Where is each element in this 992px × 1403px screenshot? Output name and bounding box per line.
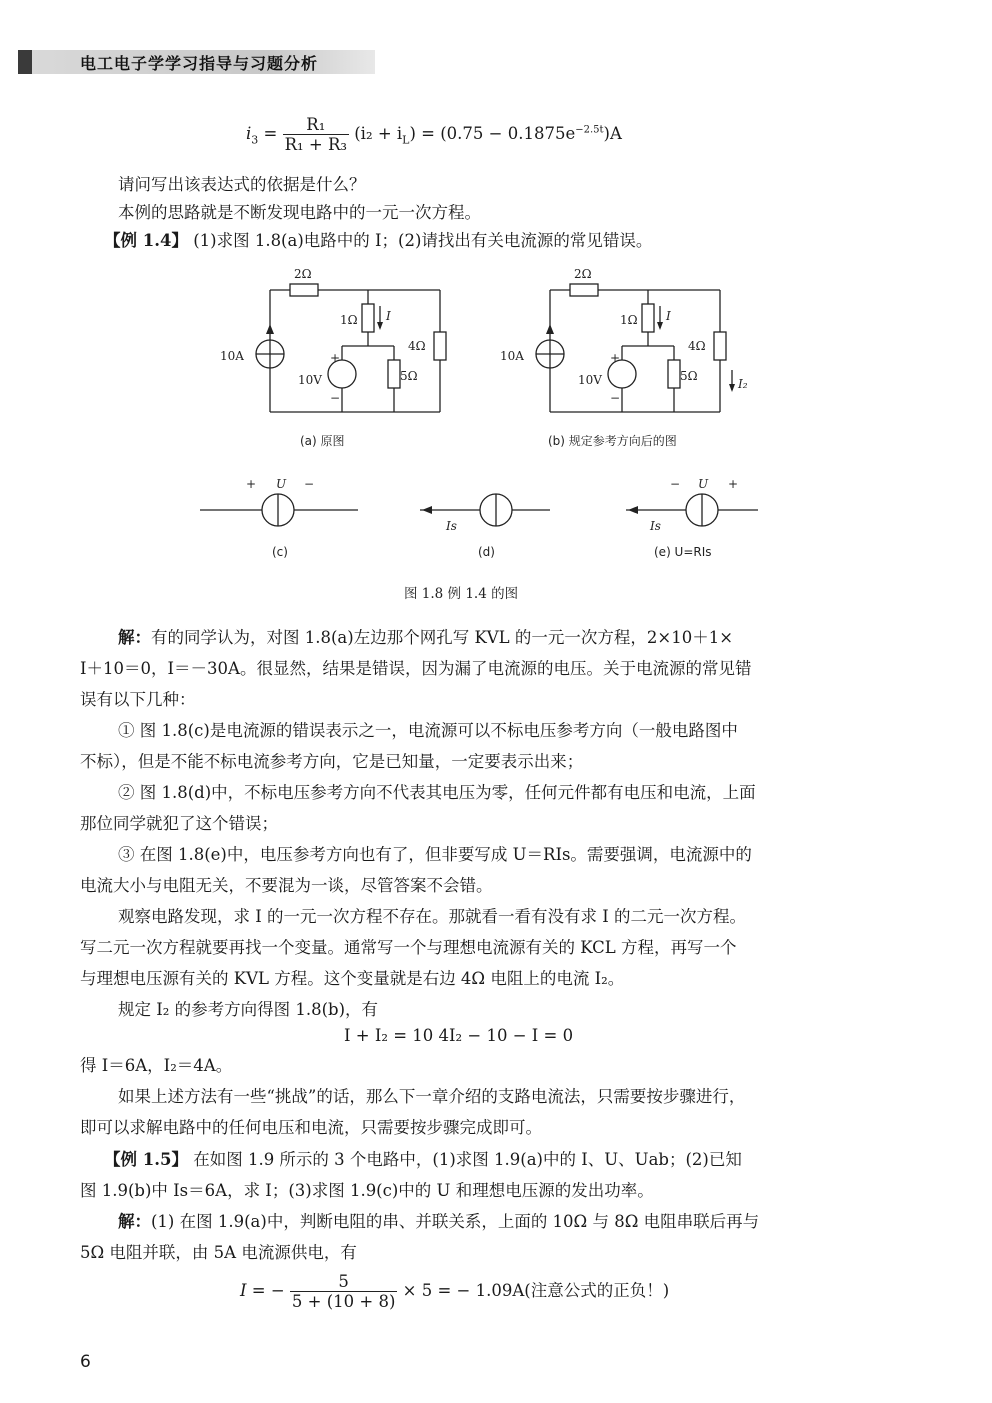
text-line: 那位同学就犯了这个错误； [80,814,278,833]
text-line: 规定 I₂ 的参考方向得图 1.8(b)，有 [118,1000,379,1019]
example-1-4-line [104,231,936,251]
caption-e: (e) U=RIs [654,545,712,559]
label-10v: 10V [578,373,602,387]
source-d [420,494,550,526]
label-2ohm: 2Ω [294,267,312,281]
label-1ohm: 1Ω [340,313,358,327]
text-line: ① 图 1.8(c)是电流源的错误表示之一，电流源可以不标电压参考方向（一般电路图中 [118,721,738,740]
label-is: Is [650,519,661,533]
equation-kcl-kvl: I + I₂ = 10 4I₂ − 10 − I = 0 [344,1026,574,1045]
header-title: 电工电子学学习指导与习题分析 [80,54,319,73]
example-label: 【例 1.4】 [104,231,188,250]
label-u: U [276,477,287,491]
label-plus: + [610,351,621,365]
text-span: (1) 在图 1.9(a)中，判断电阻的串、并联关系，上面的 10Ω 与 8Ω 电阻串联后再与 [151,1212,760,1231]
caption-b: (b) 规定参考方向后的图 [548,434,677,448]
caption-a: (a) 原图 [300,434,345,448]
label-4ohm: 4Ω [408,339,426,353]
text-line: 不标），但是不能不标电流参考方向，它是已知量，一定要表示出来； [80,752,584,771]
label-4ohm: 4Ω [688,339,706,353]
text-line: ③ 在图 1.8(e)中，电压参考方向也有了，但非要写成 U＝RIs。需要强调，电流源中的 [118,845,752,864]
text-line: 图 1.9(b)中 Is＝6A，求 I；(3)求图 1.9(c)中的 U 和理想电压源的发出功率。 [80,1181,654,1200]
caption-d: (d) [478,545,495,559]
label-10a: 10A [500,349,524,363]
text-line: ② 图 1.8(d)中，不标电压参考方向不代表其电压为零，任何元件都有电压和电流，上面 [118,783,756,802]
source-e [626,494,758,526]
text-line: 观察电路发现，求 I 的一元一次方程不存在。那就看一看有没有求 I 的二元一次方程。 [118,907,747,926]
label-i: I [386,309,391,323]
example-1-5-line [104,1150,936,1170]
label-5ohm: 5Ω [680,369,698,383]
label-plus: + [330,351,341,365]
equation-top: $i_3$ = $\frac{\text{R₁}}{\text{R₁ + R₃}}$ $(i_2 + i_L) = (0.75 - 0.1875e^{-2.5t})A$ [246,115,622,154]
caption-c: (c) [272,545,288,559]
label-i: I [666,309,671,323]
label-minus: − [304,477,315,491]
text-line: 电流大小与电阻无关，不要混为一谈，尽管答案不会错。 [80,876,493,895]
text-line: 本例的思路就是不断发现电路中的一元一次方程。 [118,203,481,222]
label-i2: I₂ [738,377,748,391]
equation-bottom: I = − $\frac{5}{5 + (10 + 8)}$ × 5 = − 1.09A(注意公式的正负！) [240,1272,670,1311]
label-plus: + [728,477,739,491]
label-minus: − [670,477,681,491]
label-plus: + [246,477,257,491]
figure-caption: 图 1.8 例 1.4 的图 [404,586,519,602]
example-text: 在如图 1.9 所示的 3 个电路中，(1)求图 1.9(a)中的 I、U、Uab；(2)已知 [193,1150,742,1169]
text-line: 如果上述方法有一些“挑战”的话，那么下一章介绍的支路电流法，只需要按步骤进行， [118,1087,746,1106]
text-line: 请问写出该表达式的依据是什么？ [118,175,366,194]
label-1ohm: 1Ω [620,313,638,327]
solution-line-1 [118,628,950,648]
text-line: 写二元一次方程就要再找一个变量。通常写一个与理想电流源有关的 KCL 方程，再写一个 [80,938,737,957]
label-u: U [698,477,709,491]
text-line: 得 I＝6A，I₂＝4A。 [80,1056,233,1075]
text-line: 5Ω 电阻并联，由 5A 电流源供电，有 [80,1243,357,1262]
solution-label: 解： [118,1212,151,1231]
text-line: 误有以下几种： [80,690,196,709]
text-span: 有的同学认为，对图 1.8(a)左边那个网孔写 KVL 的一元一次方程，2×10＋1× [151,628,734,647]
example-label: 【例 1.5】 [104,1150,188,1169]
text-line: 即可以求解电路中的任何电压和电流，只需要按步骤完成即可。 [80,1118,542,1137]
example-text: (1)求图 1.8(a)电路中的 I；(2)请找出有关电流源的常见错误。 [193,231,653,250]
label-minus: − [610,391,621,405]
text-line: 与理想电压源有关的 KVL 方程。这个变量就是右边 4Ω 电阻上的电流 I₂。 [80,969,625,988]
solution-label: 解： [118,628,151,647]
label-minus: − [330,391,341,405]
label-10a: 10A [220,349,244,363]
label-2ohm: 2Ω [574,267,592,281]
text-line: I＋10＝0，I＝－30A。很显然，结果是错误，因为漏了电流源的电压。关于电流源的常见错 [80,659,752,678]
page-number: 6 [80,1352,91,1372]
solution-line-2 [118,1212,950,1232]
label-10v: 10V [298,373,322,387]
label-is: Is [446,519,457,533]
source-c [200,494,358,526]
label-5ohm: 5Ω [400,369,418,383]
